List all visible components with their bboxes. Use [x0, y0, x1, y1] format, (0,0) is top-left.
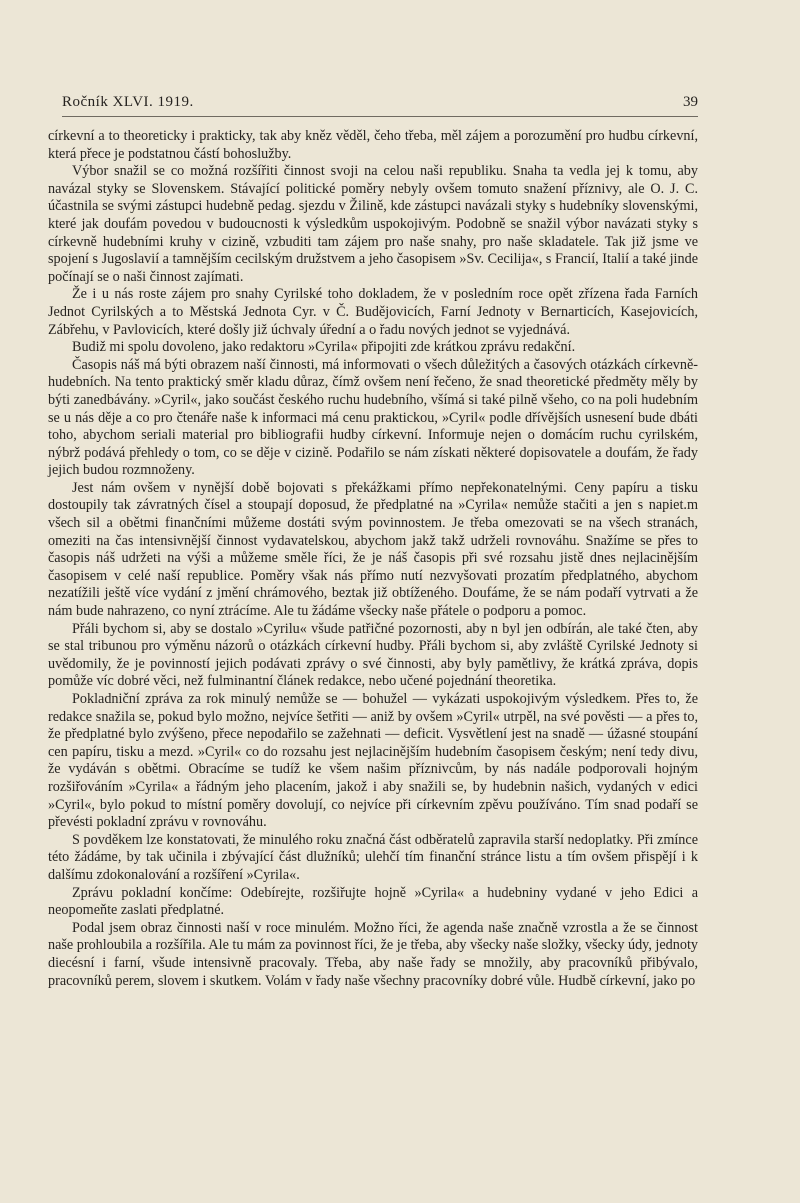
- page-header: [62, 92, 698, 117]
- paragraph: Budiž mi spolu dovoleno, jako redaktoru »Cyrila« připojiti zde krátkou zprávu redakční.: [72, 339, 576, 356]
- paragraph: Výbor snažil se co možná rozšířiti činnost svoji na celou naši republiku. Snaha ta vedla jej k tomu, aby navázal styky se Slovenskem. Stávající politické poměry nebyly ovšem tomuto snažení příznivy, ale O. J. C. účastnila se svými zástupci hudebně pedag. sjezdu v Žilině, kde zástupci navázali styky s hudebníky slovenskými, které jak doufám povedou v budoucnosti k výsledkům uspokojivým. Podobně se snažil výbor navázati styky s církevně hudebními kruhy v cizině, vzbuditi tam zájem pro naše snahy, pro naše skladatele. Tak již jsme ve spojení s Jugoslavií a tamnějším cecilským družstvem a jeho časopisem »Sv. Cecilija«, s Francií, Italií a také jinde počínají se o naši činnost zajímati.: [48, 163, 698, 285]
- paragraph: církevní a to theoreticky i prakticky, tak aby kněz věděl, čeho třeba, měl zájem a porozumění pro hudbu církevní, která přece je podstatnou částí bohoslužby.: [48, 128, 698, 162]
- body-text: [48, 128, 698, 990]
- paragraph: Časopis náš má býti obrazem naší činnosti, má informovati o všech důležitých a časových otázkách církevně-hudebních. Na tento praktický směr kladu důraz, čímž ovšem není řečeno, že snad theoretické předměty měly by býti zanedbávány. »Cyril«, jako součást českého ruchu hudebního, všímá si také pilně všeho, co na poli hudebním se u nás děje a co pro čtenáře naše k informaci má cenu praktickou, »Cyril« podle dřívějších usnesení bude dbáti toho, abychom seriali material pro bibliografii hudby církevní. Informuje nejen o domácím ruchu cyrilském, nýbrž podává přehledy o tom, co se děje v cizině. Podařilo se nám získati některé dopisovatele a doufám, že řady jejich budou rozmnoženy.: [48, 356, 698, 479]
- paragraph: Jest nám ovšem v nynější době bojovati s překážkami přímo nepřekonatelnými. Ceny papíru a tisku dostoupily tak závratných čísel a stoupají doposud, že předplatné na »Cyrila« nemůže stačiti a jen s napiet.m všech sil a obětmi finančními můžeme dostáti svým povinnostem. Je třeba omezovati se na všech stranách, omeziti na čas intensivnější činnost vydavatelskou, abychom jakž takž udrželi rovnováhu. Snažíme se přes to časopis náš udržeti na výši a můžeme směle říci, že je náš časopis při své rozsahu jistě dnes nejlacinějším časopisem v celé naší republice. Poměry však nás přímo nutí nezvyšovati prozatím předplatného, abychom nezatížili ještě více vydání z jmění chrámového, beztak již obtíženého. Doufáme, že se nám podaří vytrvati a že nám bude nahrazeno, co nyní ztrácíme. Ale tu žádáme všecky naše přátele o podporu a pomoc.: [48, 479, 698, 620]
- paragraph: Zprávu pokladní končíme: Odebírejte, rozšiřujte hojně »Cyrila« a hudebniny vydané v jeho Edici a neopomeňte zaslati předplatné.: [48, 884, 698, 919]
- page-number: 39: [683, 94, 698, 110]
- running-title: Ročník XLVI. 1919.: [62, 94, 194, 110]
- paragraph: S povděkem lze konstatovati, že minulého roku značná část odběratelů zapravila starší nedoplatky. Při zmínce této žádáme, by tak učinila i zbývající část dlužníků; ulehčí tím finanční stránce listu a tím ovšem přispějí i k dalšímu zdokonalování a rozšíření »Cyrila«.: [48, 831, 698, 883]
- paragraph: Pokladniční zpráva za rok minulý nemůže se — bohužel — vykázati uspokojivým výsledkem. Přes to, že redakce snažila se, pokud bylo možno, nejvíce šetřiti — aniž by ovšem »Cyril« utrpěl, na své pověsti — a přes to, že předplatné bylo zvýšeno, přece nepodařilo se zažehnati — deficit. Vysvětlení jest na snadě — úžasné stoupání cen papíru, tisku a mezd. »Cyril« co do rozsahu jest nejlacinějším hudebním časopisem českým; není tedy divu, že vydáván s obětmi. Obracíme se tudíž ke všem našim příznivcům, by nás nadále podporovali hojným rozšiřováním »Cyrila« a řádným jeho placením, jakož i aby snažili se, by hudebnin našich, vydaných v edici »Cyril«, bylo pokud to místní poměry dovolují, co nejvíce při církevním zpěvu používáno. Tím snad podaří se převésti pokladní zprávu v rovnováhu.: [48, 691, 698, 831]
- paragraph: Přáli bychom si, aby se dostalo »Cyrilu« všude patřičné pozornosti, aby n byl jen odbírán, ale také čten, aby se stal tribunou pro výměnu názorů o otázkách církevní hudby. Přáli bychom si, aby zvláště Cyrilské Jednoty si uvědomily, že je povinností jejich podávati zprávy o své činnosti, aby byly pamětlivy, že krátká zpráva, dopis pomůže víc dobré věci, než fulminantní článek redakce, nebo učené pojednání theoretika.: [48, 620, 698, 690]
- paragraph: Že i u nás roste zájem pro snahy Cyrilské toho dokladem, že v posledním roce opět zřízena řada Farních Jednot Cyrilských a to Městská Jednota Cyr. v Č. Budějovicích, Farní Jednoty v Bernarticích, Kasejovicích, Zábřehu, v Pavlovicích, které došly již úchvaly úřední a o řadu nových jednot se vyjednává.: [48, 286, 698, 338]
- paragraph: Podal jsem obraz činnosti naší v roce minulém. Možno říci, že agenda naše značně vzrostla a že se činnost naše prohloubila a rozšířila. Ale tu mám za povinnost říci, že je třeba, aby všecky naše složky, všecky údy, jednoty diecésní i farní, všude intensivně pracovaly. Třeba, aby naše řady se množily, aby pracovníků přibývalo, pracovníků perem, slovem i skutkem. Volám v řady naše všechny pracovníky dobré vůle. Hudbě církevní, jako po: [48, 919, 698, 989]
